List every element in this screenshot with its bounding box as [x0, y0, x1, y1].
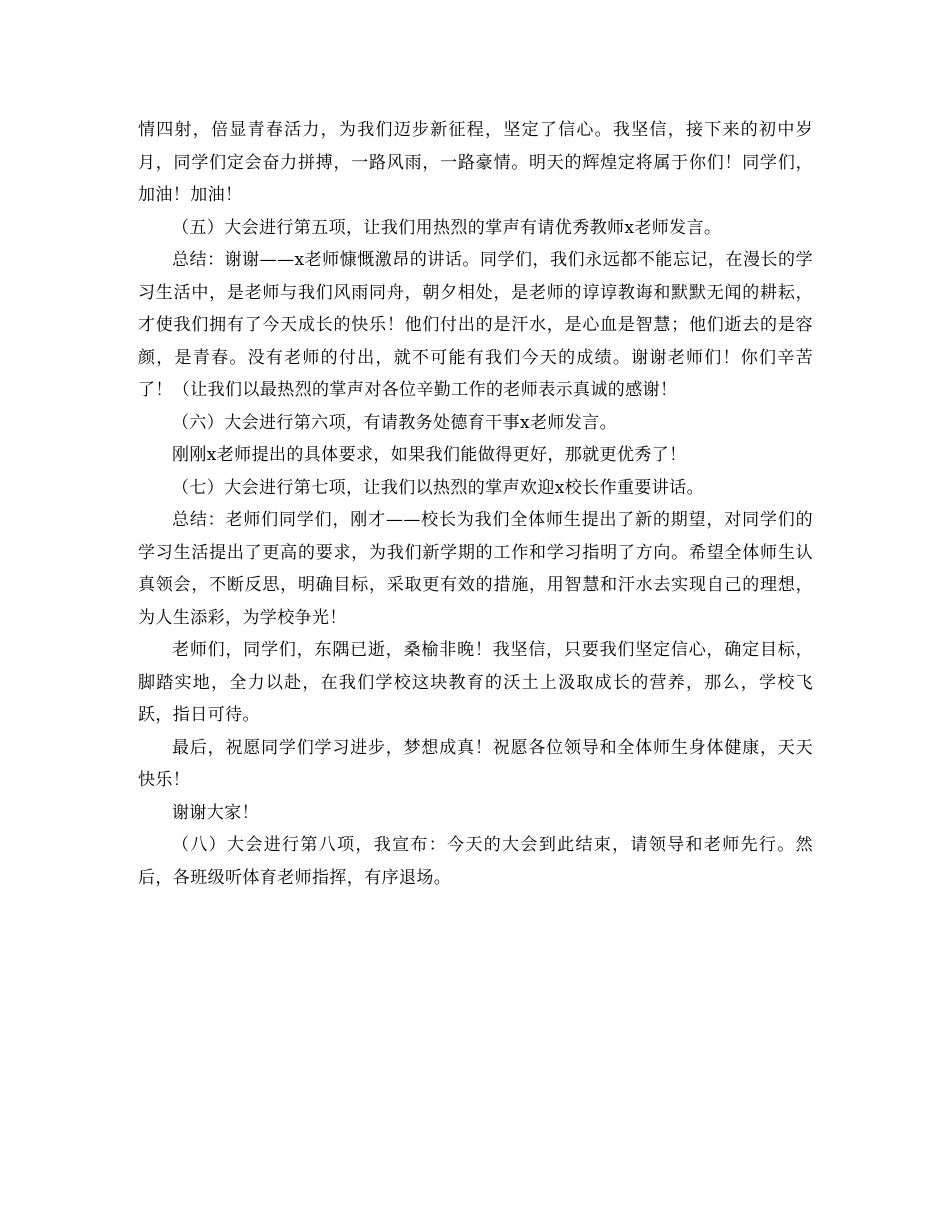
paragraph-3: 总结：谢谢——x老师慷慨激昂的讲话。同学们，我们永远都不能忘记，在漫长的学习生活中，是老师与我们风雨同舟，朝夕相处，是老师的谆谆教诲和默默无闻的耕耘，才使我们拥有了今天成长的快乐！他们付出的是汗水，是心血是智慧；他们逝去的是容颜，是青春。没有老师的付出，就不可能有我们今天的成绩。谢谢老师们！你们辛苦了！（让我们以最热烈的掌声对各位辛勤工作的老师表示真诚的感谢！ — [138, 250, 813, 400]
paragraph-11: （八）大会进行第八项，我宣布：今天的大会到此结束，请领导和老师先行。然后，各班级听体育老师指挥，有序退场。 — [138, 835, 813, 888]
paragraph-10: 谢谢大家！ — [172, 802, 259, 823]
paragraph-5: 刚刚x老师提出的具体要求，如果我们能做得更好，那就更优秀了！ — [172, 445, 687, 465]
paragraph-6: （七）大会进行第七项，让我们以热烈的掌声欢迎x校长作重要讲话。 — [172, 477, 704, 498]
paragraph-4: （六）大会进行第六项，有请教务处德育干事x老师发言。 — [172, 412, 617, 433]
paragraph-8: 老师们，同学们，东隅已逝，桑榆非晚！我坚信，只要我们坚定信心，确定目标，脚踏实地，全力以赴，在我们学校这块教育的沃土上汲取成长的营养，那么，学校飞跃，指日可待。 — [138, 640, 813, 725]
paragraph-9: 最后，祝愿同学们学习进步，梦想成真！祝愿各位领导和全体师生身体健康，天天快乐！ — [138, 737, 813, 790]
paragraph-7: 总结：老师们同学们，刚才——校长为我们全体师生提出了新的期望，对同学们的学习生活提出了更高的要求，为我们新学期的工作和学习指明了方向。希望全体师生认真领会，不断反思，明确目标，采取更有效的措施，用智慧和汗水去实现自己的理想，为人生添彩，为学校争光！ — [138, 510, 813, 628]
document-body — [138, 114, 813, 894]
paragraph-1: 情四射，倍显青春活力，为我们迈步新征程，坚定了信心。我坚信，接下来的初中岁月，同学们定会奋力拼搏，一路风雨，一路豪情。明天的辉煌定将属于你们！同学们，加油！加油！ — [138, 120, 813, 205]
paragraph-2: （五）大会进行第五项，让我们用热烈的掌声有请优秀教师x老师发言。 — [172, 217, 722, 238]
